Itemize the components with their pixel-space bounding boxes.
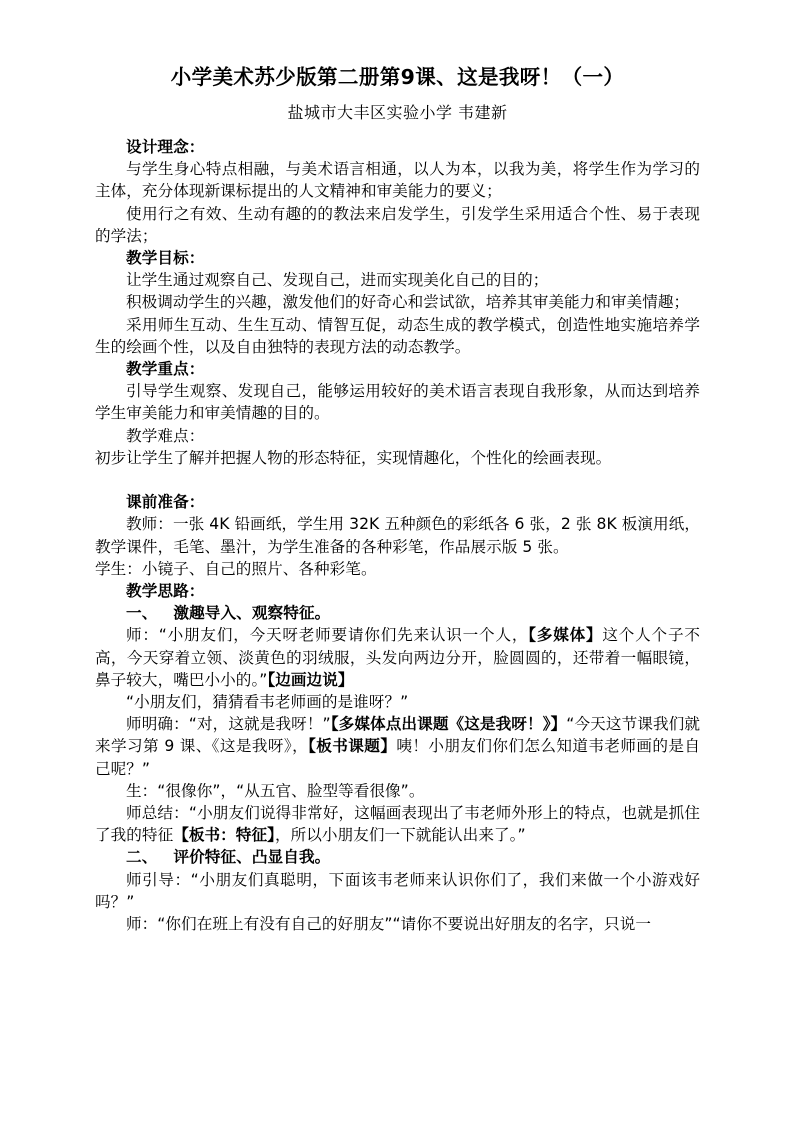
paragraph-difficult-points-1: 初步让学生了解并把握人物的形态特征，实现情趣化，个性化的绘画表现。	[95, 448, 612, 467]
step-two-number: 二、	[126, 848, 158, 867]
inline-cue-marker: 【板书课题】	[308, 737, 397, 756]
dialogue-paragraph	[95, 691, 700, 713]
inline-text: 师明确：“对，这就是我呀！”	[126, 715, 331, 734]
inline-text: 咦！小朋友们你们怎么知道韦老师画的是自己呢？”	[95, 737, 700, 778]
spacer-line	[95, 469, 700, 491]
section-heading-key-points: 教学重点：	[126, 360, 205, 379]
paragraph-teaching-goals-1: 让学生通过观察自己、发现自己，进而实现美化自己的目的；	[126, 271, 549, 290]
section-heading-preparation: 课前准备：	[126, 493, 205, 512]
step-two-heading	[95, 846, 700, 868]
section-heading-teaching-goals: 教学目标：	[126, 249, 205, 268]
step-two-body	[95, 869, 700, 936]
paragraph-key-points-1: 引导学生观察、发现自己，能够运用较好的美术语言表现自我形象，从而达到培养学生审美能力和审美情趣的目的。	[95, 382, 700, 423]
inline-text: “今天这节课我们就来学习第 9 课、《这是我呀》，	[95, 715, 701, 756]
inline-text: 师：“你们在班上有没有自己的好朋友”“请你不要说出好朋友的名字，只说一	[126, 915, 651, 934]
inline-text: 生：“很像你”，“从五官、脸型等看很像”。	[126, 781, 425, 800]
page-title: 小学美术苏少版第二册第9课、这是我呀！（一）	[170, 65, 625, 89]
inline-cue-marker: 【板书：特征】	[173, 826, 275, 845]
inline-text: 师引导：“小朋友们真聪明，下面该韦老师来认识你们了，我们来做一个小游戏好吗？”	[95, 870, 700, 911]
dialogue-paragraph	[95, 869, 700, 913]
inline-cue-marker: 【多媒体】	[528, 626, 603, 645]
step-one-body	[95, 624, 700, 846]
inline-text: “小朋友们，猜猜看韦老师画的是谁呀？”	[126, 693, 409, 712]
section-heading-teaching-flow: 教学思路：	[126, 582, 205, 601]
step-one-title: 激趣导入、观察特征。	[173, 604, 331, 623]
paragraph-design-concept-2: 使用行之有效、生动有趣的的教法来启发学生，引发学生采用适合个性、易于表现的学法；	[95, 204, 700, 245]
dialogue-paragraph	[95, 624, 700, 691]
paragraph-preparation-teacher: 教师：一张 4K 铅画纸，学生用 32K 五种颜色的彩纸各 6 张，2 张 8K 板演用纸，教学课件，毛笔、墨汁，为学生准备的各种彩笔，作品展示版 5 张。	[95, 515, 700, 556]
paragraph-teaching-goals-2: 积极调动学生的兴趣，激发他们的好奇心和尝试欲，培养其审美能力和审美情趣；	[126, 293, 690, 312]
inline-text: 师：“小朋友们，今天呀老师要请你们先来认识一个人，	[126, 626, 529, 645]
inline-text: ，所以小朋友们一下就能认出来了。”	[274, 826, 526, 845]
inline-cue-marker: 【多媒体点出课题《这是我呀！》】	[330, 715, 567, 734]
paragraph-design-concept-1: 与学生身心特点相融，与美术语言相通，以人为本，以我为美，将学生作为学习的主体，充分体现新课标提出的人文精神和审美能力的要义；	[95, 160, 700, 201]
inline-text: 师总结：“小朋友们说得非常好，这幅画表现出了韦老师外形上的特点，也就是抓住了我的特征	[95, 804, 700, 845]
paragraph-preparation-student: 学生：小镜子、自己的照片、各种彩笔。	[95, 559, 377, 578]
step-two-title: 评价特征、凸显自我。	[173, 848, 331, 867]
paragraph-teaching-goals-3: 采用师生互动、生生互动、情智互促，动态生成的教学模式，创造性地实施培养学生的绘画个性，以及自由独特的表现方法的动态教学。	[95, 315, 700, 356]
step-one-heading	[95, 602, 700, 624]
dialogue-paragraph	[95, 802, 700, 846]
author-line: 盐城市大丰区实验小学 韦建新	[287, 103, 508, 122]
inline-cue-marker: 【边画边说】	[267, 670, 354, 689]
section-heading-design-concept: 设计理念：	[126, 138, 205, 156]
dialogue-paragraph	[95, 913, 700, 935]
inline-text: 这个人个子不高，今天穿着立领、淡黄色的羽绒服，头发向两边分开，脸圆圆的，还带着一幅眼镜，鼻子较大，嘴巴小小的。”	[95, 626, 700, 689]
step-one-number: 一、	[126, 604, 158, 623]
dialogue-paragraph	[95, 713, 700, 780]
dialogue-paragraph	[95, 780, 700, 802]
section-heading-difficult-points: 教学难点：	[126, 426, 205, 445]
